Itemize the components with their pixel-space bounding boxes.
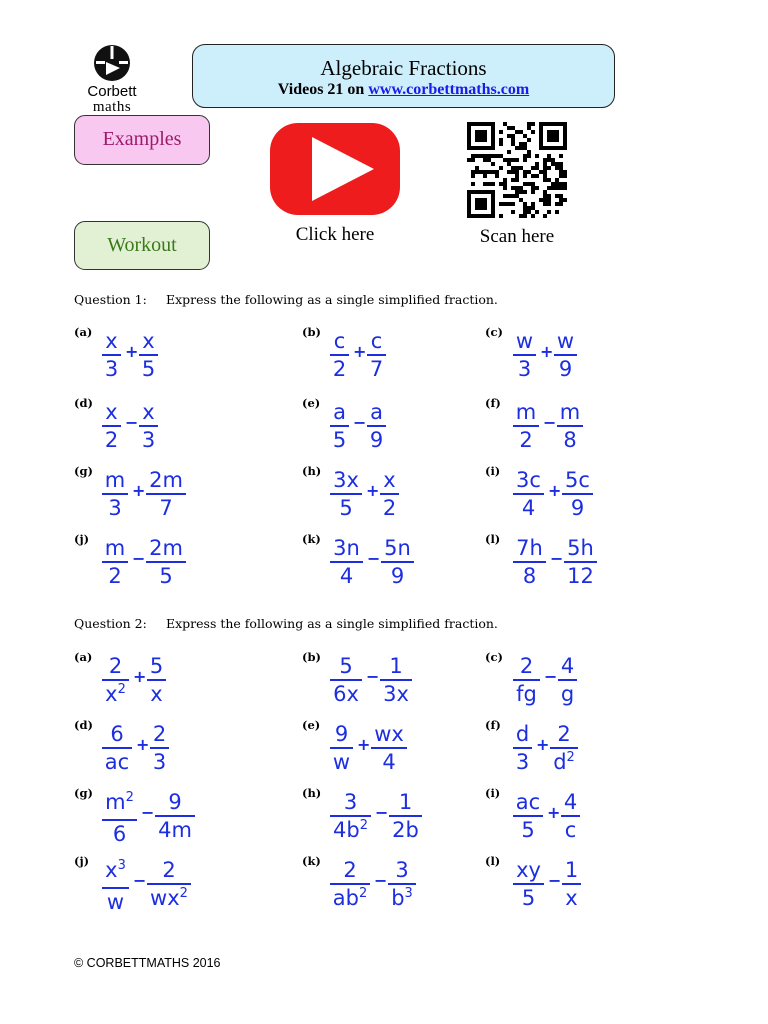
denominator: d <box>553 750 567 774</box>
fraction <box>562 858 581 910</box>
denominator: 12 <box>567 564 594 588</box>
exponent: 3 <box>404 886 413 901</box>
denominator: 7 <box>159 496 173 520</box>
denominator: 5 <box>141 357 156 381</box>
fraction-bar <box>389 815 422 817</box>
fraction-bar <box>155 815 195 817</box>
fraction <box>146 536 186 588</box>
fraction-bar <box>513 747 532 749</box>
denominator: 5 <box>332 428 347 452</box>
denominator: 2 <box>104 428 119 452</box>
fraction-bar <box>102 679 129 681</box>
denominator: fg <box>516 682 537 706</box>
denominator: 3 <box>152 750 167 774</box>
fraction-bar <box>561 815 580 817</box>
problem-label: (l) <box>485 854 501 868</box>
problem-label: (c) <box>485 325 503 339</box>
problem-q2-f <box>485 718 635 774</box>
denominator: 8 <box>522 564 537 588</box>
fraction-bar <box>330 354 349 356</box>
problem-label: (b) <box>302 650 321 664</box>
fraction <box>102 654 129 710</box>
operator: − <box>132 549 146 568</box>
fraction <box>102 468 128 520</box>
numerator: 2 <box>162 858 176 882</box>
logo-emblem-icon <box>91 44 133 82</box>
fraction <box>558 654 577 706</box>
denominator: 3 <box>141 428 156 452</box>
fraction-bar <box>147 883 191 885</box>
videos-prefix: Videos 21 on <box>277 81 369 98</box>
denominator: 2 <box>332 357 347 381</box>
corbettmaths-logo <box>74 44 150 115</box>
fraction <box>330 858 370 914</box>
denominator: 3 <box>517 357 532 381</box>
numerator: x <box>105 858 118 882</box>
problem-q1-b <box>302 325 452 381</box>
problem-label: (f) <box>485 396 501 410</box>
denominator: 4 <box>382 750 396 774</box>
fraction <box>513 722 532 774</box>
problem-q1-g <box>74 464 224 520</box>
problem-label: (h) <box>302 786 322 800</box>
operator: − <box>141 803 155 822</box>
fraction-bar <box>513 815 543 817</box>
denominator: 3 <box>515 750 530 774</box>
fraction-bar <box>367 425 386 427</box>
operator: + <box>353 342 367 361</box>
examples-button[interactable]: Examples <box>74 115 210 165</box>
play-icon <box>270 123 400 215</box>
fraction <box>146 468 186 520</box>
numerator: 2 <box>152 722 167 746</box>
fraction-bar <box>513 493 544 495</box>
numerator: x <box>105 329 118 353</box>
title-box <box>192 44 615 108</box>
operator: + <box>536 735 550 754</box>
problem-label: (a) <box>74 325 93 339</box>
denominator: ab <box>332 886 359 910</box>
fraction-bar <box>558 679 577 681</box>
denominator: 3 <box>108 496 122 520</box>
numerator: w <box>515 329 534 353</box>
numerator: 1 <box>398 790 413 814</box>
denominator: 9 <box>390 564 405 588</box>
fraction <box>513 536 546 588</box>
denominator: 5 <box>339 496 353 520</box>
question-1-instruction: Express the following as a single simplified fraction. <box>166 292 498 307</box>
numerator: x <box>142 400 155 424</box>
fraction <box>513 654 540 706</box>
numerator: 3 <box>395 858 409 882</box>
fraction <box>554 329 577 381</box>
denominator: 7 <box>369 357 384 381</box>
fraction-bar <box>513 561 546 563</box>
exponent: 2 <box>125 790 134 805</box>
fraction <box>389 790 422 842</box>
problem-q1-l <box>485 532 635 588</box>
operator: + <box>125 342 139 361</box>
fraction <box>380 468 399 520</box>
fraction-bar <box>330 679 362 681</box>
numerator: m <box>104 536 126 560</box>
fraction <box>550 722 578 778</box>
fraction-bar <box>139 425 158 427</box>
problem-label: (f) <box>485 718 501 732</box>
problem-label: (a) <box>74 650 93 664</box>
fraction-bar <box>371 747 407 749</box>
fraction <box>139 329 158 381</box>
fraction <box>330 329 349 381</box>
problem-q2-e <box>302 718 452 774</box>
problem-q2-h <box>302 786 452 842</box>
logo-line2: maths <box>92 99 132 115</box>
problem-q2-l <box>485 854 635 910</box>
denominator: b <box>391 886 405 910</box>
denominator: 3x <box>383 682 409 706</box>
denominator: wx <box>150 886 180 910</box>
operator: − <box>548 871 562 890</box>
fraction-bar <box>330 883 370 885</box>
question-2-instruction: Express the following as a single simplified fraction. <box>166 616 498 631</box>
operator: + <box>357 735 371 754</box>
fraction <box>102 536 128 588</box>
problem-q1-e <box>302 396 452 452</box>
fraction <box>367 400 386 452</box>
fraction <box>561 790 580 842</box>
operator: − <box>125 413 139 432</box>
fraction-bar <box>102 561 128 563</box>
problem-q1-d <box>74 396 224 452</box>
operator: + <box>547 803 561 822</box>
denominator: 4 <box>339 564 354 588</box>
fraction <box>513 400 539 452</box>
fraction-bar <box>513 883 544 885</box>
denominator: 6 <box>112 822 127 846</box>
question-1-number: Question 1: <box>74 292 147 307</box>
fraction-bar <box>102 747 132 749</box>
fraction-bar <box>513 354 536 356</box>
fraction <box>150 722 169 774</box>
problem-label: (k) <box>302 532 321 546</box>
numerator: 6 <box>110 722 124 746</box>
problem-label: (d) <box>74 718 93 732</box>
numerator: 3 <box>343 790 358 814</box>
denominator: 9 <box>558 357 573 381</box>
fraction-bar <box>554 354 577 356</box>
fraction-bar <box>513 679 540 681</box>
numerator: 2 <box>557 722 571 746</box>
numerator: m <box>515 400 537 424</box>
fraction-bar <box>564 561 597 563</box>
denominator: 4 <box>521 496 536 520</box>
problem-label: (h) <box>302 464 322 478</box>
numerator: xy <box>516 858 541 882</box>
denominator: x <box>105 682 118 706</box>
fraction <box>562 468 593 520</box>
numerator: m <box>559 400 581 424</box>
fraction-bar <box>550 747 578 749</box>
denominator: 9 <box>570 496 585 520</box>
fraction-bar <box>102 425 121 427</box>
exponent: 3 <box>117 858 126 873</box>
fraction <box>513 790 543 842</box>
fraction <box>557 400 583 452</box>
numerator: 2 <box>343 858 357 882</box>
fraction-bar <box>380 679 412 681</box>
exponent: 2 <box>358 886 368 901</box>
fraction <box>147 858 191 914</box>
fraction <box>102 400 121 452</box>
numerator: 2 <box>108 654 123 678</box>
exponent: 2 <box>566 750 575 765</box>
numerator: a <box>370 400 383 424</box>
fraction-bar <box>150 747 169 749</box>
problem-label: (c) <box>485 650 503 664</box>
numerator: ac <box>515 790 541 814</box>
problem-label: (i) <box>485 786 501 800</box>
fraction-bar <box>139 354 158 356</box>
denominator: ac <box>104 750 130 774</box>
numerator: 2m <box>149 468 183 492</box>
problem-label: (e) <box>302 396 321 410</box>
qr-code-icon <box>467 122 567 218</box>
question-2-number: Question 2: <box>74 616 147 631</box>
fraction-bar <box>557 425 583 427</box>
operator: − <box>133 871 147 890</box>
numerator: a <box>333 400 346 424</box>
denominator: 4m <box>158 818 192 842</box>
denominator: 4b <box>333 818 360 842</box>
problem-label: (e) <box>302 718 321 732</box>
corbettmaths-link[interactable]: www.corbettmaths.com <box>368 81 530 98</box>
numerator: 3c <box>516 468 541 492</box>
fraction-bar <box>102 493 128 495</box>
fraction-bar <box>330 747 353 749</box>
fraction <box>513 858 544 910</box>
problem-label: (g) <box>74 786 93 800</box>
denominator: 3 <box>104 357 119 381</box>
fraction <box>367 329 386 381</box>
fraction-bar <box>380 493 399 495</box>
fraction-bar <box>513 425 539 427</box>
fraction <box>330 790 371 846</box>
numerator: 2m <box>149 536 183 560</box>
fraction-bar <box>562 883 581 885</box>
numerator: 9 <box>334 722 349 746</box>
fraction-bar <box>388 883 416 885</box>
numerator: 5 <box>339 654 353 678</box>
operator: − <box>543 413 557 432</box>
problem-label: (j) <box>74 854 90 868</box>
numerator: 5n <box>384 536 411 560</box>
problem-q1-c <box>485 325 635 381</box>
videos-line <box>193 80 614 100</box>
operator: − <box>366 667 380 686</box>
exponent: 2 <box>117 682 126 697</box>
operator: + <box>132 481 146 500</box>
numerator: x <box>105 400 118 424</box>
fraction <box>513 468 544 520</box>
fraction-bar <box>330 425 349 427</box>
fraction <box>330 468 362 520</box>
numerator: 1 <box>389 654 403 678</box>
operator: − <box>367 549 381 568</box>
problem-label: (k) <box>302 854 321 868</box>
numerator: 4 <box>560 654 575 678</box>
video-play-button[interactable] <box>270 123 400 215</box>
fraction <box>330 722 353 774</box>
problem-label: (g) <box>74 464 93 478</box>
problem-label: (d) <box>74 396 93 410</box>
operator: − <box>374 871 388 890</box>
denominator: 2 <box>382 496 397 520</box>
copyright-footer: © CORBETTMATHS 2016 <box>74 956 221 970</box>
operator: + <box>540 342 554 361</box>
fraction-bar <box>102 819 137 821</box>
problem-label: (j) <box>74 532 90 546</box>
denominator: 5 <box>521 886 536 910</box>
numerator: c <box>333 329 346 353</box>
question-2-header <box>74 616 498 631</box>
fraction <box>381 536 414 588</box>
qr-code[interactable] <box>467 122 567 218</box>
fraction <box>513 329 536 381</box>
fraction <box>330 400 349 452</box>
denominator: x <box>565 886 578 910</box>
denominator: 6x <box>333 682 359 706</box>
numerator: x <box>142 329 155 353</box>
fraction-bar <box>102 887 129 889</box>
operator: − <box>353 413 367 432</box>
denominator: 2 <box>108 564 122 588</box>
operator: + <box>133 667 147 686</box>
problem-q2-b <box>302 650 452 706</box>
fraction-bar <box>147 679 166 681</box>
problem-q2-a <box>74 650 224 706</box>
numerator: 5c <box>565 468 590 492</box>
fraction <box>330 654 362 706</box>
fraction-bar <box>330 815 371 817</box>
numerator: 9 <box>168 790 182 814</box>
fraction <box>102 858 129 914</box>
denominator: 9 <box>369 428 384 452</box>
problem-label: (i) <box>485 464 501 478</box>
numerator: wx <box>374 722 404 746</box>
problem-q2-k <box>302 854 452 910</box>
operator: − <box>550 549 564 568</box>
problem-q2-g <box>74 786 224 846</box>
numerator: 4 <box>563 790 578 814</box>
fraction <box>564 536 597 588</box>
problem-q1-i <box>485 464 635 520</box>
numerator: 2 <box>519 654 534 678</box>
denominator: 2 <box>519 428 533 452</box>
exponent: 2 <box>179 886 188 901</box>
problem-q1-f <box>485 396 635 452</box>
fraction <box>388 858 416 914</box>
denominator: w <box>106 890 125 914</box>
question-1-header <box>74 292 498 307</box>
denominator: w <box>332 750 351 774</box>
numerator: 1 <box>564 858 579 882</box>
numerator: m <box>105 790 126 814</box>
fraction-bar <box>146 561 186 563</box>
fraction <box>330 536 363 588</box>
denominator: x <box>150 682 163 706</box>
fraction-bar <box>330 561 363 563</box>
problem-q1-k <box>302 532 452 588</box>
numerator: 5h <box>567 536 594 560</box>
fraction <box>102 790 137 846</box>
fraction-bar <box>330 493 362 495</box>
fraction-bar <box>381 561 414 563</box>
numerator: x <box>383 468 396 492</box>
problem-q2-d <box>74 718 224 774</box>
numerator: w <box>556 329 575 353</box>
fraction <box>155 790 195 842</box>
click-here-label[interactable]: Click here <box>295 224 375 245</box>
numerator: 3x <box>333 468 359 492</box>
problem-q1-a <box>74 325 224 381</box>
denominator: 5 <box>521 818 535 842</box>
numerator: m <box>104 468 126 492</box>
denominator: g <box>560 682 575 706</box>
problem-q2-i <box>485 786 635 842</box>
workout-button[interactable]: Workout <box>74 221 210 270</box>
operator: − <box>544 667 558 686</box>
fraction-bar <box>367 354 386 356</box>
denominator: 8 <box>563 428 577 452</box>
problem-q1-j <box>74 532 224 588</box>
problem-q2-c <box>485 650 635 706</box>
logo-line1: Corbett <box>87 83 137 100</box>
fraction-bar <box>102 354 121 356</box>
operator: + <box>366 481 380 500</box>
operator: + <box>548 481 562 500</box>
fraction <box>139 400 158 452</box>
fraction <box>147 654 166 706</box>
exponent: 2 <box>359 818 368 833</box>
problem-label: (b) <box>302 325 321 339</box>
fraction <box>102 722 132 774</box>
denominator: c <box>564 818 577 842</box>
scan-here-label: Scan here <box>479 226 555 247</box>
problem-q2-j <box>74 854 224 914</box>
fraction <box>380 654 412 706</box>
fraction <box>371 722 407 774</box>
denominator: 2b <box>392 818 419 842</box>
problem-q1-h <box>302 464 452 520</box>
fraction-bar <box>146 493 186 495</box>
fraction-bar <box>562 493 593 495</box>
numerator: 7h <box>516 536 543 560</box>
numerator: 5 <box>149 654 164 678</box>
page-title: Algebraic Fractions <box>320 56 487 80</box>
numerator: d <box>515 722 530 746</box>
operator: − <box>375 803 389 822</box>
numerator: c <box>370 329 383 353</box>
problem-label: (l) <box>485 532 501 546</box>
numerator: 3n <box>333 536 360 560</box>
operator: + <box>136 735 150 754</box>
fraction <box>102 329 121 381</box>
denominator: 5 <box>159 564 173 588</box>
